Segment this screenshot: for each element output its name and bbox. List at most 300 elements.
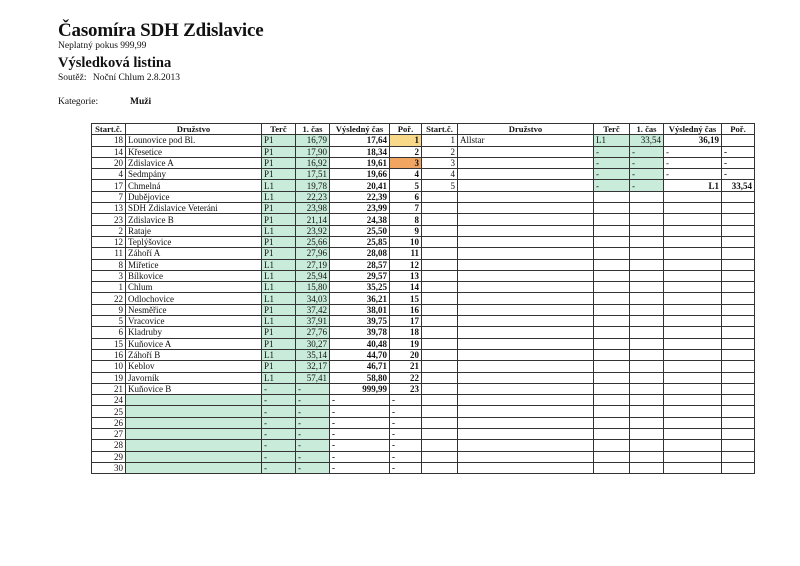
- cell-right-start: [422, 282, 458, 293]
- cell-right-terc: -: [594, 169, 630, 180]
- cell-vysl: 29,57: [330, 270, 390, 281]
- cell-right-cas1: [630, 248, 664, 259]
- cell-right-start: [422, 338, 458, 349]
- cell-right-team: [458, 180, 594, 191]
- cell-start: 15: [92, 338, 126, 349]
- cell-right-team: [458, 372, 594, 383]
- cell-cas1: 25,94: [296, 270, 330, 281]
- cell-right-por: [722, 462, 755, 473]
- cell-right-terc: -: [594, 146, 630, 157]
- cell-right-start: [422, 429, 458, 440]
- cell-vysl: -: [330, 406, 390, 417]
- cell-cas1: 16,79: [296, 135, 330, 146]
- cell-terc: L1: [262, 316, 296, 327]
- cell-team: [126, 429, 262, 440]
- cell-start: 3: [92, 270, 126, 281]
- cell-right-cas1: -: [630, 180, 664, 191]
- cell-start: 25: [92, 406, 126, 417]
- cell-terc: L1: [262, 282, 296, 293]
- cell-por: 20: [390, 349, 422, 360]
- cell-right-vysl: [664, 191, 722, 202]
- cell-right-team: [458, 225, 594, 236]
- cell-team: Vracovice: [126, 316, 262, 327]
- cell-right-por: -: [722, 146, 755, 157]
- table-row: [92, 214, 755, 225]
- cell-right-start: [422, 372, 458, 383]
- cell-terc: L1: [262, 259, 296, 270]
- cell-por: -: [390, 462, 422, 473]
- cell-right-por: [722, 349, 755, 360]
- table-row: [92, 395, 755, 406]
- table-row: [92, 191, 755, 202]
- col-header: Start.č.: [422, 124, 458, 135]
- cell-right-team: [458, 169, 594, 180]
- cell-right-terc: [594, 349, 630, 360]
- cell-start: 2: [92, 225, 126, 236]
- cell-team: Javorník: [126, 372, 262, 383]
- cell-vysl: 58,80: [330, 372, 390, 383]
- cell-right-cas1: [630, 316, 664, 327]
- cell-terc: P1: [262, 203, 296, 214]
- cell-right-team: [458, 338, 594, 349]
- cell-right-terc: [594, 203, 630, 214]
- cell-right-por: [722, 191, 755, 202]
- cell-right-cas1: [630, 462, 664, 473]
- cell-start: 12: [92, 236, 126, 247]
- cell-por: 15: [390, 293, 422, 304]
- cell-por: -: [390, 429, 422, 440]
- col-header: Terč: [594, 124, 630, 135]
- competition-value: Noční Chlum 2.8.2013: [92, 73, 180, 83]
- cell-team: [126, 395, 262, 406]
- cell-terc: L1: [262, 225, 296, 236]
- cell-right-cas1: [630, 282, 664, 293]
- cell-right-vysl: [664, 406, 722, 417]
- cell-start: 5: [92, 316, 126, 327]
- cell-right-cas1: [630, 417, 664, 428]
- cell-cas1: 34,03: [296, 293, 330, 304]
- cell-por: -: [390, 451, 422, 462]
- cell-terc: P1: [262, 214, 296, 225]
- cell-team: Chlum: [126, 282, 262, 293]
- cell-start: 23: [92, 214, 126, 225]
- cell-right-terc: [594, 372, 630, 383]
- col-header: 1. čas: [296, 124, 330, 135]
- cell-cas1: 27,19: [296, 259, 330, 270]
- cell-cas1: 37,42: [296, 304, 330, 315]
- cell-right-cas1: [630, 406, 664, 417]
- cell-right-start: [422, 440, 458, 451]
- col-header: Výsledný čas: [330, 124, 390, 135]
- cell-right-vysl: [664, 304, 722, 315]
- cell-team: Kladruby: [126, 327, 262, 338]
- cell-right-por: [722, 293, 755, 304]
- cell-right-cas1: [630, 383, 664, 394]
- cell-team: [126, 462, 262, 473]
- cell-right-cas1: [630, 429, 664, 440]
- cell-vysl: 38,01: [330, 304, 390, 315]
- cell-right-cas1: [630, 349, 664, 360]
- cell-team: Teplýšovice: [126, 236, 262, 247]
- cell-cas1: 19,78: [296, 180, 330, 191]
- cell-right-por: [722, 214, 755, 225]
- cell-right-start: [422, 361, 458, 372]
- cell-terc: L1: [262, 270, 296, 281]
- cell-terc: L1: [262, 372, 296, 383]
- category-label: Kategorie:: [58, 97, 99, 107]
- cell-right-por: [722, 282, 755, 293]
- cell-right-terc: [594, 214, 630, 225]
- cell-right-vysl: -: [664, 169, 722, 180]
- cell-right-por: [722, 451, 755, 462]
- cell-right-start: [422, 395, 458, 406]
- cell-vysl: 22,39: [330, 191, 390, 202]
- table-row: [92, 180, 755, 191]
- category-value: Muži: [130, 97, 152, 107]
- cell-vysl: -: [330, 462, 390, 473]
- cell-terc: L1: [262, 349, 296, 360]
- cell-start: 30: [92, 462, 126, 473]
- cell-vysl: 17,64: [330, 135, 390, 146]
- col-header: Poř.: [390, 124, 422, 135]
- cell-right-por: [722, 270, 755, 281]
- cell-por: 13: [390, 270, 422, 281]
- cell-right-vysl: -: [664, 146, 722, 157]
- cell-right-start: [422, 270, 458, 281]
- cell-right-vysl: [664, 451, 722, 462]
- cell-right-cas1: [630, 327, 664, 338]
- cell-right-terc: L1: [594, 135, 630, 146]
- cell-right-team: [458, 236, 594, 247]
- cell-team: Kuňovice B: [126, 383, 262, 394]
- cell-start: 21: [92, 383, 126, 394]
- list-title: Výsledková listina: [58, 55, 172, 71]
- cell-right-cas1: -: [630, 146, 664, 157]
- cell-right-terc: [594, 191, 630, 202]
- cell-right-por: [722, 135, 755, 146]
- cell-cas1: -: [296, 417, 330, 428]
- cell-right-team: [458, 316, 594, 327]
- cell-por: 1: [390, 135, 422, 146]
- cell-right-start: 3: [422, 157, 458, 168]
- cell-right-start: 4: [422, 169, 458, 180]
- cell-right-cas1: [630, 451, 664, 462]
- cell-team: Zdislavice B: [126, 214, 262, 225]
- cell-right-start: 2: [422, 146, 458, 157]
- cell-right-start: 1: [422, 135, 458, 146]
- cell-cas1: 22,23: [296, 191, 330, 202]
- cell-terc: P1: [262, 304, 296, 315]
- cell-terc: -: [262, 429, 296, 440]
- cell-right-cas1: [630, 236, 664, 247]
- cell-team: Odlochovice: [126, 293, 262, 304]
- cell-por: 8: [390, 214, 422, 225]
- category-line: [58, 97, 152, 107]
- table-row: [92, 248, 755, 259]
- cell-cas1: 35,14: [296, 349, 330, 360]
- cell-right-vysl: -: [664, 157, 722, 168]
- cell-terc: -: [262, 383, 296, 394]
- cell-right-team: Allstar: [458, 135, 594, 146]
- cell-por: 12: [390, 259, 422, 270]
- invalid-attempt-note: Neplatný pokus 999,99: [58, 41, 147, 51]
- cell-por: 11: [390, 248, 422, 259]
- cell-terc: -: [262, 451, 296, 462]
- cell-right-team: [458, 349, 594, 360]
- cell-right-vysl: L1: [664, 180, 722, 191]
- table-row: [92, 293, 755, 304]
- cell-right-team: [458, 327, 594, 338]
- cell-right-por: [722, 372, 755, 383]
- cell-right-cas1: [630, 304, 664, 315]
- cell-cas1: -: [296, 451, 330, 462]
- cell-vysl: 20,41: [330, 180, 390, 191]
- cell-right-team: [458, 203, 594, 214]
- table-row: [92, 135, 755, 146]
- cell-right-start: [422, 327, 458, 338]
- cell-right-vysl: [664, 293, 722, 304]
- cell-right-start: [422, 236, 458, 247]
- cell-start: 26: [92, 417, 126, 428]
- cell-right-por: [722, 429, 755, 440]
- cell-right-start: [422, 462, 458, 473]
- cell-right-cas1: [630, 361, 664, 372]
- cell-vysl: 35,25: [330, 282, 390, 293]
- cell-right-terc: [594, 395, 630, 406]
- cell-right-terc: [594, 236, 630, 247]
- cell-right-team: [458, 293, 594, 304]
- cell-cas1: 15,80: [296, 282, 330, 293]
- col-header: Družstvo: [458, 124, 594, 135]
- cell-right-vysl: [664, 203, 722, 214]
- cell-right-terc: [594, 248, 630, 259]
- cell-right-start: [422, 451, 458, 462]
- cell-cas1: 23,92: [296, 225, 330, 236]
- cell-right-vysl: [664, 440, 722, 451]
- cell-right-start: [422, 225, 458, 236]
- cell-right-por: [722, 440, 755, 451]
- cell-terc: L1: [262, 293, 296, 304]
- table-row: [92, 361, 755, 372]
- cell-cas1: -: [296, 395, 330, 406]
- cell-por: 9: [390, 225, 422, 236]
- cell-por: 7: [390, 203, 422, 214]
- cell-right-team: [458, 395, 594, 406]
- cell-terc: -: [262, 462, 296, 473]
- cell-cas1: 21,14: [296, 214, 330, 225]
- cell-right-start: [422, 259, 458, 270]
- cell-right-team: [458, 406, 594, 417]
- cell-vysl: 39,78: [330, 327, 390, 338]
- cell-right-terc: [594, 406, 630, 417]
- cell-right-terc: -: [594, 157, 630, 168]
- cell-right-terc: [594, 383, 630, 394]
- cell-terc: -: [262, 440, 296, 451]
- cell-start: 20: [92, 157, 126, 168]
- cell-right-terc: [594, 282, 630, 293]
- cell-right-team: [458, 191, 594, 202]
- cell-right-cas1: -: [630, 157, 664, 168]
- cell-por: 4: [390, 169, 422, 180]
- cell-right-start: [422, 406, 458, 417]
- cell-team: Chmelná: [126, 180, 262, 191]
- table-header-row: [92, 124, 755, 135]
- cell-por: 21: [390, 361, 422, 372]
- cell-right-start: [422, 417, 458, 428]
- cell-right-cas1: [630, 372, 664, 383]
- table-row: [92, 338, 755, 349]
- cell-right-terc: [594, 462, 630, 473]
- cell-right-por: [722, 236, 755, 247]
- cell-por: 19: [390, 338, 422, 349]
- cell-right-por: [722, 406, 755, 417]
- cell-terc: P1: [262, 135, 296, 146]
- cell-terc: P1: [262, 146, 296, 157]
- table-row: [92, 372, 755, 383]
- cell-por: 3: [390, 157, 422, 168]
- cell-terc: -: [262, 395, 296, 406]
- cell-vysl: 999,99: [330, 383, 390, 394]
- cell-right-team: [458, 462, 594, 473]
- cell-terc: L1: [262, 180, 296, 191]
- cell-start: 9: [92, 304, 126, 315]
- cell-cas1: 17,90: [296, 146, 330, 157]
- cell-right-vysl: [664, 383, 722, 394]
- cell-vysl: 18,34: [330, 146, 390, 157]
- cell-por: 17: [390, 316, 422, 327]
- cell-right-vysl: 36,19: [664, 135, 722, 146]
- cell-start: 11: [92, 248, 126, 259]
- cell-cas1: -: [296, 383, 330, 394]
- cell-por: 14: [390, 282, 422, 293]
- cell-terc: P1: [262, 248, 296, 259]
- cell-terc: P1: [262, 157, 296, 168]
- cell-right-vysl: [664, 338, 722, 349]
- cell-right-por: [722, 304, 755, 315]
- cell-vysl: 19,61: [330, 157, 390, 168]
- cell-right-team: [458, 383, 594, 394]
- cell-start: 18: [92, 135, 126, 146]
- cell-start: 8: [92, 259, 126, 270]
- cell-right-start: [422, 304, 458, 315]
- cell-right-start: [422, 191, 458, 202]
- table-row: [92, 406, 755, 417]
- cell-right-terc: -: [594, 180, 630, 191]
- cell-right-vysl: [664, 349, 722, 360]
- table-row: [92, 383, 755, 394]
- cell-right-vysl: [664, 395, 722, 406]
- cell-right-terc: [594, 440, 630, 451]
- cell-por: -: [390, 395, 422, 406]
- cell-cas1: -: [296, 429, 330, 440]
- cell-por: 16: [390, 304, 422, 315]
- cell-terc: -: [262, 406, 296, 417]
- cell-start: 4: [92, 169, 126, 180]
- cell-por: 5: [390, 180, 422, 191]
- cell-team: Miřetice: [126, 259, 262, 270]
- cell-right-vysl: [664, 236, 722, 247]
- cell-vysl: 25,85: [330, 236, 390, 247]
- cell-right-cas1: [630, 338, 664, 349]
- cell-right-team: [458, 361, 594, 372]
- cell-vysl: -: [330, 451, 390, 462]
- cell-right-por: [722, 361, 755, 372]
- cell-right-vysl: [664, 270, 722, 281]
- cell-right-start: [422, 214, 458, 225]
- cell-right-team: [458, 282, 594, 293]
- cell-cas1: 30,27: [296, 338, 330, 349]
- cell-right-vysl: [664, 372, 722, 383]
- col-header: Poř.: [722, 124, 755, 135]
- cell-start: 13: [92, 203, 126, 214]
- cell-vysl: 23,99: [330, 203, 390, 214]
- cell-start: 24: [92, 395, 126, 406]
- cell-right-terc: [594, 451, 630, 462]
- cell-right-terc: [594, 338, 630, 349]
- table-row: [92, 270, 755, 281]
- cell-right-cas1: 33,54: [630, 135, 664, 146]
- table-row: [92, 327, 755, 338]
- cell-right-team: [458, 248, 594, 259]
- cell-right-por: [722, 316, 755, 327]
- cell-cas1: 32,17: [296, 361, 330, 372]
- cell-right-cas1: [630, 270, 664, 281]
- cell-right-team: [458, 304, 594, 315]
- cell-right-vysl: [664, 417, 722, 428]
- col-header: Družstvo: [126, 124, 262, 135]
- cell-team: Rataje: [126, 225, 262, 236]
- cell-right-terc: [594, 259, 630, 270]
- cell-team: Kuňovice A: [126, 338, 262, 349]
- table-row: [92, 203, 755, 214]
- table-row: [92, 429, 755, 440]
- cell-team: Záhoří A: [126, 248, 262, 259]
- cell-terc: P1: [262, 338, 296, 349]
- cell-right-por: [722, 203, 755, 214]
- cell-vysl: -: [330, 395, 390, 406]
- cell-right-cas1: [630, 214, 664, 225]
- cell-por: 2: [390, 146, 422, 157]
- cell-right-cas1: [630, 440, 664, 451]
- cell-vysl: 36,21: [330, 293, 390, 304]
- cell-vysl: 44,70: [330, 349, 390, 360]
- cell-cas1: 16,92: [296, 157, 330, 168]
- cell-terc: P1: [262, 169, 296, 180]
- cell-right-vysl: [664, 214, 722, 225]
- cell-right-team: [458, 146, 594, 157]
- table-row: [92, 316, 755, 327]
- cell-cas1: 27,76: [296, 327, 330, 338]
- cell-start: 1: [92, 282, 126, 293]
- cell-team: Nesměřice: [126, 304, 262, 315]
- cell-right-start: 5: [422, 180, 458, 191]
- cell-vysl: 28,08: [330, 248, 390, 259]
- cell-start: 16: [92, 349, 126, 360]
- table-row: [92, 146, 755, 157]
- cell-start: 14: [92, 146, 126, 157]
- cell-right-team: [458, 157, 594, 168]
- cell-por: 23: [390, 383, 422, 394]
- cell-vysl: 19,66: [330, 169, 390, 180]
- cell-vysl: 39,75: [330, 316, 390, 327]
- cell-start: 27: [92, 429, 126, 440]
- cell-right-vysl: [664, 429, 722, 440]
- cell-cas1: 17,51: [296, 169, 330, 180]
- cell-terc: L1: [262, 191, 296, 202]
- cell-por: 18: [390, 327, 422, 338]
- cell-team: [126, 440, 262, 451]
- cell-terc: P1: [262, 361, 296, 372]
